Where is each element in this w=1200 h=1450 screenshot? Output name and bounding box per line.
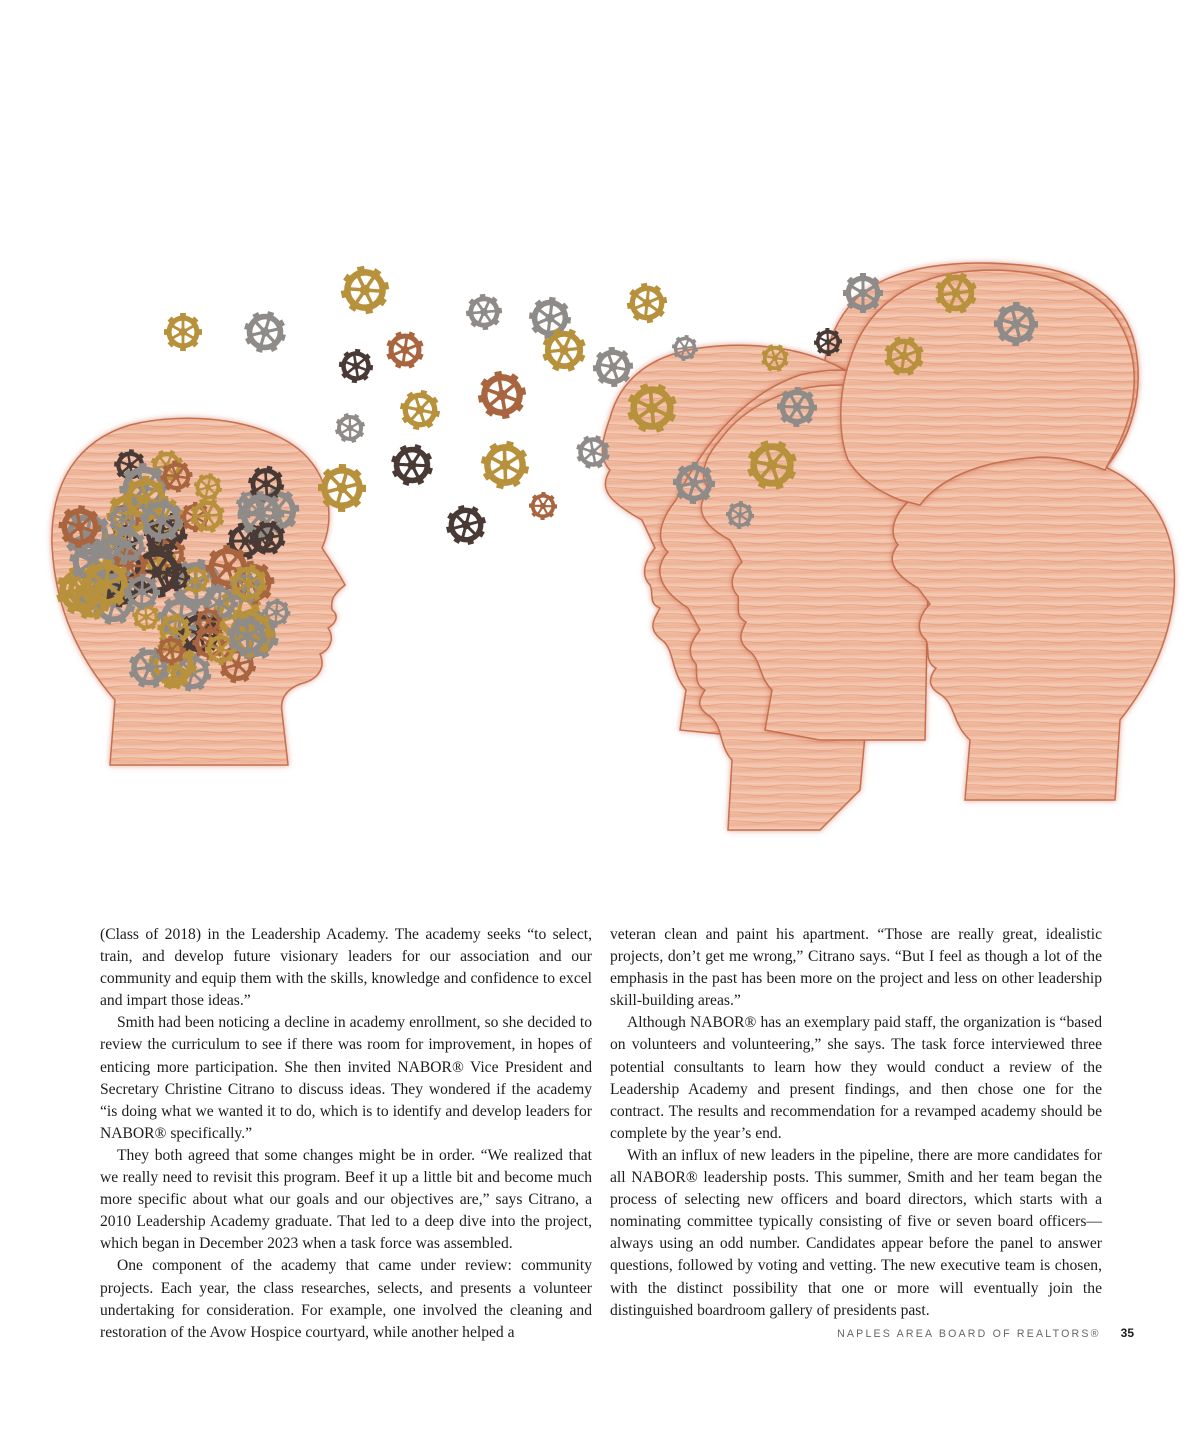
gear-icon <box>332 257 399 324</box>
heads-and-gears-illustration <box>0 250 1200 850</box>
gear-icon <box>843 273 883 313</box>
paragraph: Although NABOR® has an exemplary paid staff, the organization is “based on volunteers and volunteering,” she says. The task force interviewed three potential consultants to learn how they would conduct a review of the Leadership Academy and present findings, and then chose one for the contract. The results and recommendation for a revamped academy should be complete by the year’s end. <box>610 1014 1102 1142</box>
gear-icon <box>332 342 380 390</box>
paragraph: They both agreed that some changes might be in order. “We realized that we really need to revisit this program. Beef it up a little bit and become much more specific about what our goals and our objectives are,” says Citrano, a 2010 Leadership Academy graduate. That led to a deep dive into the project, which began in December 2023 when a task force was assembled. <box>100 1146 592 1253</box>
gear-icon <box>619 275 675 331</box>
publication-name: NAPLES AREA BOARD OF REALTORS® <box>837 1328 1101 1340</box>
gear-icon <box>164 313 202 351</box>
paragraph: One component of the academy that came under review: community projects. Each year, the class researches, selects, and presents a volunteer undertaking for consideration. For example, one involved the cleaning and restoration of the Avow Hospice courtyard, while another helped a <box>100 1257 592 1341</box>
paragraph: With an influx of new leaders in the pipeline, there are more candidates for all NABOR® leadership posts. This summer, Smith and her team began the process of selecting new officers and board directors, which starts with a nominating committee typically consisting of five or seven board officers—always using an odd number. Candidates appear before the panel to answer questions, followed by voting and vetting. The new executive team is chosen, with the distinct possibility that one or more will eventually join the distinguished boardroom gallery of presidents past. <box>610 1146 1102 1319</box>
gear-icon <box>384 437 440 493</box>
article-column-right <box>610 924 1102 1322</box>
gear-icon <box>396 386 443 433</box>
gear-icon <box>472 432 538 498</box>
gear-icon <box>474 367 530 423</box>
gear-icon <box>442 501 491 550</box>
paragraph: Smith had been noticing a decline in academy enrollment, so she decided to review the curriculum to see if there was room for improvement, in hopes of enticing more participation. She then invited NABOR® Vice President and Secretary Christine Citrano to discuss ideas. They wondered if the academy “is doing what we wanted it to do, which is to identify and develop leaders for NABOR® specifically.” <box>100 1014 592 1142</box>
gear-icon <box>529 492 558 521</box>
head-silhouette-front <box>892 455 1174 800</box>
paragraph: (Class of 2018) in the Leadership Academy. The academy seeks “to select, train, and develop future visionary leaders for our association and our community and equip them with the skills, knowledge and confidence to excel and impart those ideas.” <box>100 926 592 1010</box>
paragraph: veteran clean and paint his apartment. “Those are really great, idealistic projects, don’t get me wrong,” Citrano says. “But I feel as though a lot of the emphasis in the past has been more on the project and less on other leadership skill-building areas.” <box>610 926 1102 1010</box>
page-number: 35 <box>1120 1326 1134 1340</box>
article-column-left <box>100 924 592 1344</box>
gear-icon <box>239 306 291 358</box>
gear-icon <box>464 292 503 331</box>
gear-icon <box>380 325 429 374</box>
gear-icon <box>330 408 371 449</box>
page-footer <box>837 1326 1134 1340</box>
